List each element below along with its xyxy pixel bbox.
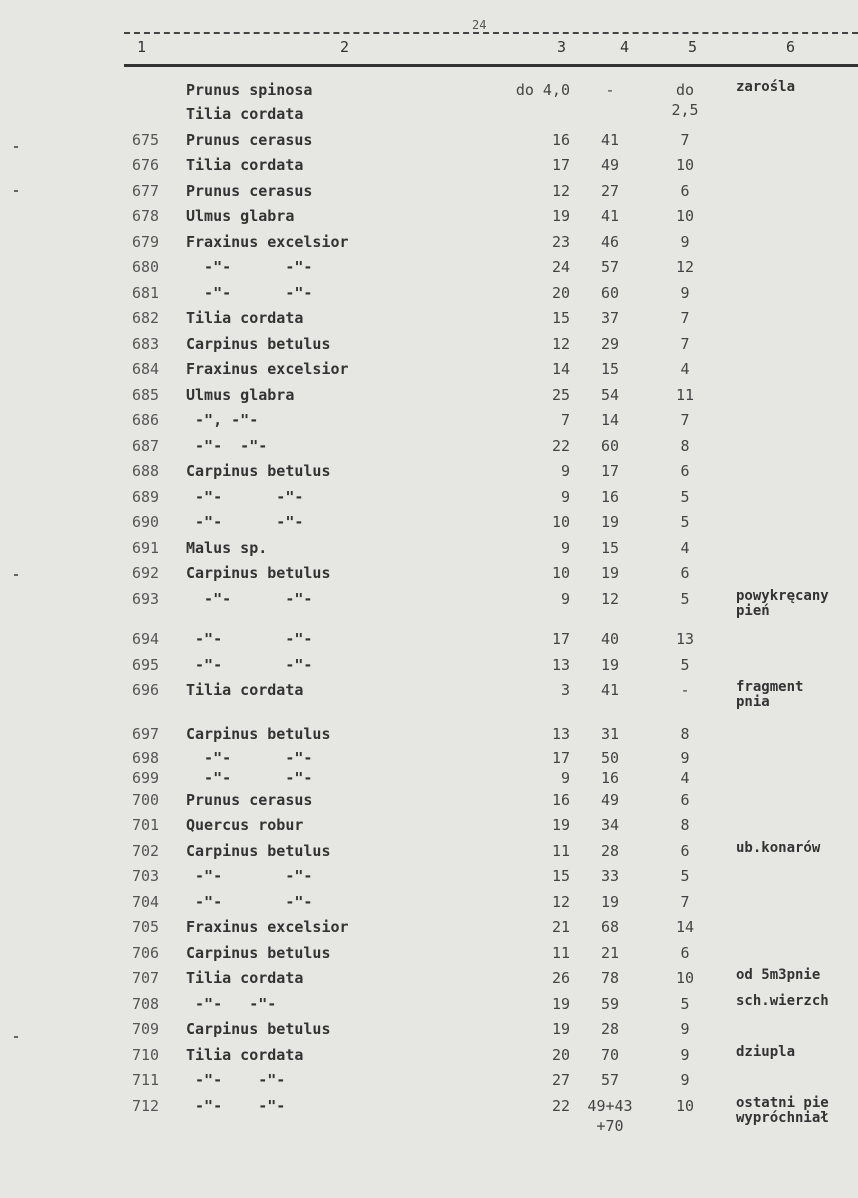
tree-number: 701 (132, 816, 160, 834)
col-5-value: 4 (680, 539, 690, 557)
header-col-3: 3 (557, 38, 567, 56)
col-4-value: 19 (600, 564, 620, 582)
table-row (0, 748, 858, 768)
col-3-value: 9 (560, 539, 570, 557)
tree-number: 700 (132, 791, 160, 809)
tree-number: 699 (132, 769, 160, 787)
tree-number: 677 (132, 182, 160, 200)
header-rule (124, 64, 858, 67)
col-4-value: 57 (600, 258, 620, 276)
table-row (0, 892, 858, 917)
table-row (0, 512, 858, 538)
col-3-value: 9 (560, 769, 570, 787)
tree-number: 709 (132, 1020, 160, 1038)
species-name: Tilia cordata (186, 156, 304, 174)
remark: ostatni pie wypróchniał (736, 1095, 829, 1126)
col-4-value: 68 (600, 918, 620, 936)
col-3-value: 20 (551, 284, 570, 302)
header-col-6: 6 (786, 38, 796, 56)
table-row (0, 461, 858, 487)
col-5-value: 14 (675, 918, 695, 936)
tree-number: 704 (132, 893, 160, 911)
table-row (0, 232, 858, 257)
col-5-value: 9 (680, 233, 690, 251)
col-3-value: 11 (551, 842, 570, 860)
table-row (0, 538, 858, 563)
species-name: -"- -"- (186, 1071, 286, 1089)
col-5-value: 6 (680, 791, 690, 809)
table-row (0, 283, 858, 308)
col-5-value: 9 (680, 1046, 690, 1064)
species-name: Tilia cordata (186, 681, 304, 699)
tree-number: 675 (132, 131, 160, 149)
col-4-value: 37 (600, 309, 620, 327)
species-name: -"- -"- (186, 656, 313, 674)
col-5-value: 6 (680, 462, 690, 480)
tree-number: 689 (132, 488, 160, 506)
col-5-value: - (680, 681, 690, 699)
col-3-value: 15 (551, 867, 570, 885)
col-4-value: - (605, 81, 615, 99)
tree-number: 711 (132, 1071, 160, 1089)
table-row (0, 308, 858, 334)
col-4-value: 21 (600, 944, 620, 962)
tree-number: 705 (132, 918, 160, 936)
col-4-value: 59 (600, 995, 620, 1013)
col-3-value: 23 (551, 233, 570, 251)
tree-number: 695 (132, 656, 160, 674)
col-5-value: 10 (675, 207, 695, 225)
tree-number: 678 (132, 207, 160, 225)
species-name: Prunus cerasus (186, 791, 313, 809)
col-4-value: 29 (600, 335, 620, 353)
col-4-value: 49 (600, 156, 620, 174)
col-4-value: 60 (600, 437, 620, 455)
col-5-value: 13 (675, 630, 695, 648)
species-name: -"- -"- (186, 258, 313, 276)
col-4-value: 19 (600, 656, 620, 674)
tree-number: 683 (132, 335, 160, 353)
col-3-value: 20 (551, 1046, 570, 1064)
col-5-value: 8 (680, 816, 690, 834)
col-4-value: 40 (600, 630, 620, 648)
species-name: Prunus cerasus (186, 182, 313, 200)
table-row (0, 589, 858, 629)
species-name: Prunus cerasus (186, 131, 313, 149)
tree-number: 691 (132, 539, 160, 557)
col-5-value: 6 (680, 564, 690, 582)
remark: sch.wierzch (736, 993, 829, 1009)
col-5-value: 10 (675, 1097, 695, 1115)
col-4-value: 49 (600, 791, 620, 809)
col-3-value: 21 (551, 918, 570, 936)
table-row (0, 563, 858, 589)
col-3-value: 7 (560, 411, 570, 429)
species-name: -"- -"- (186, 867, 313, 885)
col-5-value: 6 (680, 842, 690, 860)
table-row (0, 487, 858, 512)
col-4-value: 46 (600, 233, 620, 251)
species-name: -"- -"- (186, 284, 313, 302)
col-4-value: 54 (600, 386, 620, 404)
remark: od 5m3pnie (736, 967, 821, 983)
col-5-value: 7 (680, 411, 690, 429)
species-name: Carpinus betulus (186, 335, 331, 353)
tree-number: 687 (132, 437, 160, 455)
col-3-value: 27 (551, 1071, 570, 1089)
species-name: Fraxinus excelsior (186, 360, 349, 378)
species-name: Tilia cordata (186, 105, 304, 123)
tree-number: 680 (132, 258, 160, 276)
tree-number: 702 (132, 842, 160, 860)
col-5-value: 5 (680, 488, 690, 506)
col-4-value: 57 (600, 1071, 620, 1089)
table-row (0, 866, 858, 892)
col-5-value: do 2,5 (671, 81, 699, 119)
col-3-value: 3 (560, 681, 570, 699)
species-name: Carpinus betulus (186, 842, 331, 860)
table-row (0, 181, 858, 206)
table-row (0, 768, 858, 790)
col-4-value: 16 (600, 488, 620, 506)
col-4-value: 28 (600, 1020, 620, 1038)
col-3-value: 10 (551, 513, 570, 531)
col-5-value: 7 (680, 309, 690, 327)
col-4-value: 60 (600, 284, 620, 302)
table-row (0, 724, 858, 748)
table-row (0, 841, 858, 866)
table-row (0, 410, 858, 436)
table-row (0, 257, 858, 283)
col-4-value: 28 (600, 842, 620, 860)
col-4-value: 19 (600, 893, 620, 911)
species-name: Ulmus glabra (186, 207, 295, 225)
table-row (0, 917, 858, 943)
table-row (0, 968, 858, 994)
tree-number: 684 (132, 360, 160, 378)
tree-number: 703 (132, 867, 160, 885)
species-name: Carpinus betulus (186, 944, 331, 962)
table-row (0, 790, 858, 815)
col-3-value: 16 (551, 131, 570, 149)
col-3-value: 13 (551, 656, 570, 674)
species-name: Tilia cordata (186, 969, 304, 987)
col-5-value: 7 (680, 131, 690, 149)
species-name: -"- -"- (186, 749, 313, 767)
tree-number: 676 (132, 156, 160, 174)
species-name: Carpinus betulus (186, 564, 331, 582)
remark: zarośla (736, 79, 796, 95)
species-name: Carpinus betulus (186, 725, 331, 743)
col-5-value: 4 (680, 769, 690, 787)
col-4-value: 14 (600, 411, 620, 429)
col-4-value: 78 (600, 969, 620, 987)
col-3-value: 12 (551, 335, 570, 353)
col-4-value: 19 (600, 513, 620, 531)
col-4-value: 15 (600, 539, 620, 557)
col-5-value: 5 (680, 867, 690, 885)
col-3-value: 9 (560, 590, 570, 608)
table-row (0, 436, 858, 461)
species-name: -"- -"- (186, 437, 268, 455)
col-5-value: 9 (680, 749, 690, 767)
table-row (0, 104, 858, 130)
tree-number: 707 (132, 969, 160, 987)
tree-number: 698 (132, 749, 160, 767)
col-5-value: 5 (680, 995, 690, 1013)
col-3-value: do 4,0 (515, 81, 570, 99)
col-3-value: 19 (551, 995, 570, 1013)
col-5-value: 10 (675, 156, 695, 174)
tree-number: 694 (132, 630, 160, 648)
col-4-value: 16 (600, 769, 620, 787)
col-5-value: 5 (680, 590, 690, 608)
col-3-value: 12 (551, 182, 570, 200)
table-row (0, 943, 858, 968)
col-4-value: 33 (600, 867, 620, 885)
col-3-value: 17 (551, 749, 570, 767)
header-col-4: 4 (620, 38, 630, 56)
col-5-value: 9 (680, 1020, 690, 1038)
col-3-value: 25 (551, 386, 570, 404)
tree-number: 710 (132, 1046, 160, 1064)
tree-number: 685 (132, 386, 160, 404)
species-name: Fraxinus excelsior (186, 918, 349, 936)
species-name: Prunus spinosa (186, 81, 313, 99)
col-3-value: 26 (551, 969, 570, 987)
col-4-value: 12 (600, 590, 620, 608)
tree-number: 693 (132, 590, 160, 608)
species-name: -"- -"- (186, 893, 313, 911)
species-name: Carpinus betulus (186, 1020, 331, 1038)
col-5-value: 12 (675, 258, 695, 276)
col-4-value: 50 (600, 749, 620, 767)
tree-number: 682 (132, 309, 160, 327)
table-row (0, 815, 858, 841)
col-4-value: 15 (600, 360, 620, 378)
col-4-value: 41 (600, 681, 620, 699)
table-row (0, 155, 858, 181)
col-3-value: 17 (551, 630, 570, 648)
col-3-value: 22 (551, 437, 570, 455)
species-name: Ulmus glabra (186, 386, 295, 404)
col-5-value: 5 (680, 656, 690, 674)
table-row (0, 334, 858, 359)
remark: fragment pnia (736, 679, 804, 710)
col-3-value: 17 (551, 156, 570, 174)
header-col-2: 2 (340, 38, 350, 56)
tree-number: 708 (132, 995, 160, 1013)
tree-number: 679 (132, 233, 160, 251)
col-5-value: 6 (680, 944, 690, 962)
col-5-value: 4 (680, 360, 690, 378)
species-name: -"- -"- (186, 769, 313, 787)
col-3-value: 14 (551, 360, 570, 378)
table-row (0, 206, 858, 232)
species-name: -"- -"- (186, 995, 277, 1013)
col-4-value: 34 (600, 816, 620, 834)
col-3-value: 19 (551, 1020, 570, 1038)
table-row (0, 1096, 858, 1146)
top-rule (124, 32, 858, 34)
col-3-value: 11 (551, 944, 570, 962)
table-row (0, 1070, 858, 1096)
species-name: Malus sp. (186, 539, 268, 557)
tree-number: 688 (132, 462, 160, 480)
table-row (0, 359, 858, 385)
tree-inventory-table (0, 80, 858, 1146)
col-3-value: 22 (551, 1097, 570, 1115)
species-name: -"- -"- (186, 488, 304, 506)
species-name: -"- -"- (186, 590, 313, 608)
header-col-1: 1 (137, 38, 147, 56)
species-name: Tilia cordata (186, 309, 304, 327)
col-5-value: 5 (680, 513, 690, 531)
col-3-value: 24 (551, 258, 570, 276)
remark: powykręcany pień (736, 588, 829, 619)
col-3-value: 10 (551, 564, 570, 582)
col-3-value: 9 (560, 488, 570, 506)
col-5-value: 6 (680, 182, 690, 200)
species-name: Tilia cordata (186, 1046, 304, 1064)
tree-number: 706 (132, 944, 160, 962)
species-name: Carpinus betulus (186, 462, 331, 480)
col-5-value: 11 (675, 386, 695, 404)
species-name: Fraxinus excelsior (186, 233, 349, 251)
col-5-value: 8 (680, 437, 690, 455)
table-row (0, 994, 858, 1019)
col-4-value: 41 (600, 207, 620, 225)
species-name: -"- -"- (186, 513, 304, 531)
col-3-value: 15 (551, 309, 570, 327)
table-row (0, 1019, 858, 1045)
remark: dziupla (736, 1044, 796, 1060)
tree-number: 712 (132, 1097, 160, 1115)
tree-number: 696 (132, 681, 160, 699)
col-3-value: 9 (560, 462, 570, 480)
species-name: -", -"- (186, 411, 259, 429)
col-4-value: 17 (600, 462, 620, 480)
col-5-value: 9 (680, 284, 690, 302)
col-3-value: 16 (551, 791, 570, 809)
col-5-value: 9 (680, 1071, 690, 1089)
col-4-value: 70 (600, 1046, 620, 1064)
col-3-value: 12 (551, 893, 570, 911)
table-row (0, 385, 858, 410)
tree-number: 697 (132, 725, 160, 743)
table-row (0, 1045, 858, 1070)
species-name: Quercus robur (186, 816, 304, 834)
col-4-value: 27 (600, 182, 620, 200)
table-row (0, 680, 858, 724)
col-4-value: 49+43 +70 (587, 1097, 633, 1135)
table-row (0, 629, 858, 655)
tree-number: 681 (132, 284, 160, 302)
species-name: -"- -"- (186, 1097, 286, 1115)
tree-number: 692 (132, 564, 160, 582)
col-5-value: 7 (680, 335, 690, 353)
table-row (0, 655, 858, 680)
species-name: -"- -"- (186, 630, 313, 648)
col-3-value: 19 (551, 207, 570, 225)
col-5-value: 7 (680, 893, 690, 911)
tree-number: 690 (132, 513, 160, 531)
remark: ub.konarów (736, 840, 821, 856)
page-number: 24 (472, 18, 487, 32)
col-3-value: 19 (551, 816, 570, 834)
col-5-value: 8 (680, 725, 690, 743)
table-row (0, 130, 858, 155)
col-5-value: 10 (675, 969, 695, 987)
col-4-value: 31 (600, 725, 620, 743)
col-4-value: 41 (600, 131, 620, 149)
col-3-value: 13 (551, 725, 570, 743)
tree-number: 686 (132, 411, 160, 429)
header-col-5: 5 (688, 38, 698, 56)
